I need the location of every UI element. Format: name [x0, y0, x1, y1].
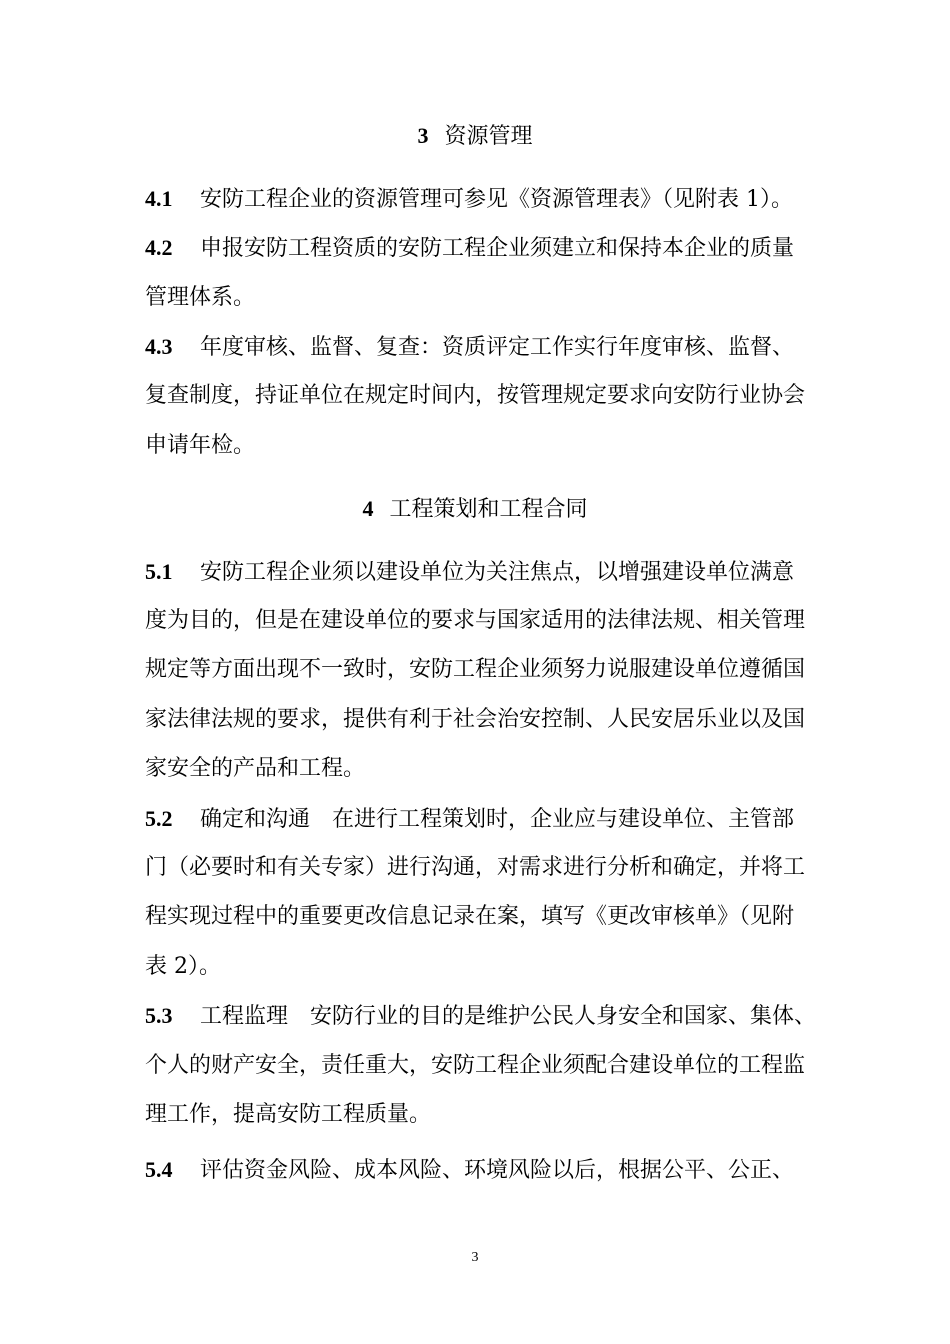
paragraph-line — [145, 853, 805, 883]
line-text: 表 2）。 — [145, 954, 221, 979]
paragraph-line — [145, 606, 805, 636]
line-text: 申请年检。 — [145, 433, 256, 458]
paragraph-line — [145, 431, 255, 461]
line-text: 工程监理 安防行业的目的是维护公民人身安全和国家、集体、 — [200, 1004, 817, 1029]
paragraph-line — [145, 754, 365, 784]
paragraph-line — [145, 283, 255, 313]
paragraph-line — [145, 332, 794, 363]
line-text: 管理体系。 — [145, 285, 256, 310]
clause-number: 5.1 — [145, 559, 173, 584]
paragraph-line — [145, 655, 805, 685]
line-text: 确定和沟通 在进行工程策划时，企业应与建设单位、主管部 — [200, 807, 795, 832]
line-text: 申报安防工程资质的安防工程企业须建立和保持本企业的质量 — [200, 236, 795, 261]
paragraph-line — [145, 705, 805, 735]
page-number: 3 — [471, 1250, 479, 1265]
paragraph-line — [145, 1100, 431, 1130]
clause-number: 4.3 — [145, 334, 173, 359]
clause-number: 4.2 — [145, 235, 173, 260]
heading-title: 工程策划和工程合同 — [389, 497, 588, 522]
line-text: 安防工程企业的资源管理可参见《资源管理表》（见附表 1）。 — [200, 187, 793, 212]
paragraph-line — [145, 902, 794, 932]
line-text: 评估资金风险、成本风险、环境风险以后，根据公平、公正、 — [200, 1158, 795, 1183]
line-text: 规定等方面出现不一致时，安防工程企业须努力说服建设单位遵循国 — [145, 657, 806, 682]
paragraph-line — [145, 1051, 805, 1081]
line-text: 年度审核、监督、复查：资质评定工作实行年度审核、监督、 — [200, 335, 795, 360]
line-text: 门（必要时和有关专家）进行沟通，对需求进行分析和确定，并将工 — [145, 855, 806, 880]
line-text: 度为目的，但是在建设单位的要求与国家适用的法律法规、相关管理 — [145, 608, 806, 633]
clause-number: 5.3 — [145, 1003, 173, 1028]
heading-title: 资源管理 — [444, 124, 533, 149]
paragraph-line — [145, 1001, 816, 1032]
section-heading-3 — [0, 121, 950, 152]
paragraph-line — [145, 184, 793, 215]
section-heading-4 — [0, 494, 950, 525]
paragraph-line — [145, 804, 794, 835]
paragraph-line — [145, 1155, 794, 1186]
heading-number: 3 — [417, 123, 429, 148]
paragraph-line — [145, 557, 794, 588]
clause-number: 5.2 — [145, 806, 173, 831]
line-text: 家法律法规的要求，提供有利于社会治安控制、人民安居乐业以及国 — [145, 707, 806, 732]
line-text: 个人的财产安全，责任重大，安防工程企业须配合建设单位的工程监 — [145, 1053, 806, 1078]
clause-number: 5.4 — [145, 1157, 173, 1182]
line-text: 安防工程企业须以建设单位为关注焦点，以增强建设单位满意 — [200, 560, 795, 585]
line-text: 程实现过程中的重要更改信息记录在案，填写《更改审核单》（见附 — [145, 904, 795, 929]
heading-number: 4 — [362, 496, 374, 521]
paragraph-line — [145, 381, 805, 411]
clause-number: 4.1 — [145, 186, 173, 211]
paragraph-line — [145, 952, 221, 982]
line-text: 理工作，提高安防工程质量。 — [145, 1102, 432, 1127]
line-text: 家安全的产品和工程。 — [145, 756, 366, 781]
line-text: 复查制度，持证单位在规定时间内，按管理规定要求向安防行业协会 — [145, 383, 806, 408]
paragraph-line — [145, 233, 794, 264]
